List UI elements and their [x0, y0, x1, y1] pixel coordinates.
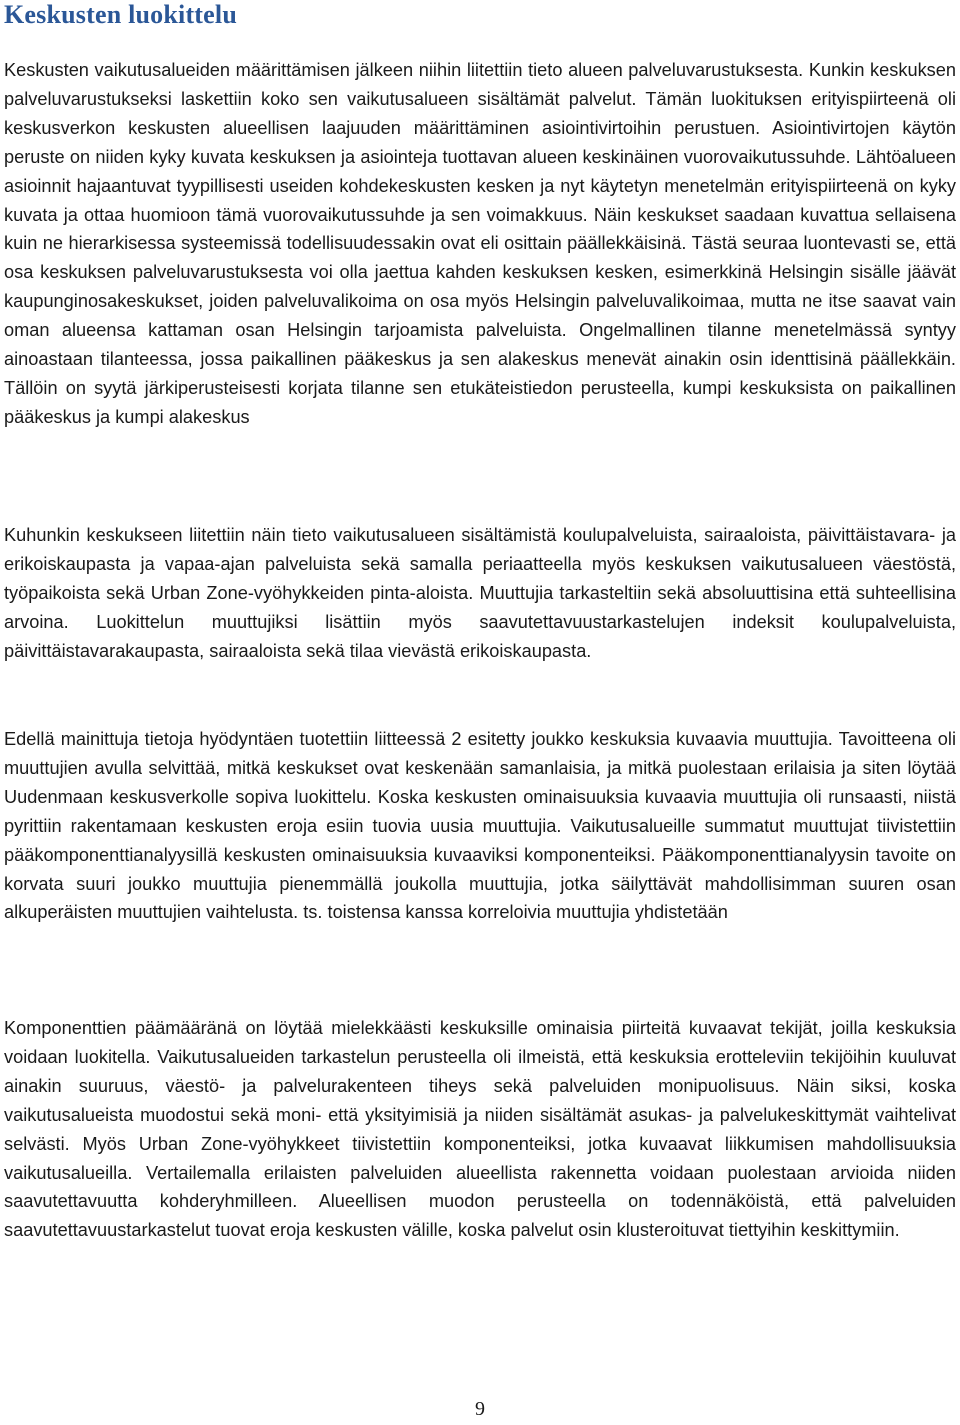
- section-heading: Keskusten luokittelu: [4, 0, 237, 29]
- paragraph-3: Edellä mainittuja tietoja hyödyntäen tuotettiin liitteessä 2 esitetty joukko keskuksia kuvaavia muuttujia. Tavoitteena oli muuttujien avulla selvittää, mitkä keskukset ovat keskenään samanlaisia, ja mitkä puolestaan erilaisia ja siten löytää Uudenmaan keskusverkolle sopiva luokittelu. Koska keskusten ominaisuuksia kuvaavia muuttujia oli runsaasti, niistä pyrittiin rakentamaan keskusten eroja esiin tuovia uusia muuttujia. Vaikutusalueille summatut muuttujat tiivistettiin pääkomponenttianalyysillä keskusten ominaisuuksia kuvaaviksi komponenteiksi. Pääkomponenttianalyysin tavoite on korvata suuri joukko muuttujia pienemmällä joukolla muuttujia, jotka säilyttävät mahdollisimman suuren osan alkuperäisten muuttujien vaihtelusta. ts. toistensa kanssa korreloivia muuttujia yhdistetään: [4, 729, 956, 923]
- paragraph-1: Keskusten vaikutusalueiden määrittämisen jälkeen niihin liitettiin tieto alueen palveluvarustuksesta. Kunkin keskuksen palveluvarustukseksi laskettiin koko sen vaikutusalueen sisältämät palvelut. Tämän luokituksen erityispiirteenä oli keskusverkon keskusten alueellisen laajuuden määrittäminen asiointivirtoihin perustuen. Asiointivirtojen käytön peruste on niiden kyky kuvata keskuksen ja asiointeja tuottavan alueen keskinäinen vuorovaikutussuhde. Lähtöalueen asioinnit hajaantuvat tyypillisesti useiden kohdekeskusten kesken ja nyt käytetyn menetelmän erityispiirteenä on kyky kuvata ja ottaa huomioon tämä vuorovaikutussuhde ja sen voimakkuus. Näin keskukset saadaan kuvattua sellaisena kuin ne hierarkisessa systeemissä todellisuudessakin ovat eli osittain päällekkäisinä. Tästä seuraa luontevasti se, että osa keskuksen palveluvarustuksesta voi olla jaettua kahden keskuksen kesken, esimerkkinä Helsingin sisälle jäävät kaupunginosakeskukset, joiden palveluvalikoima on osa myös Helsingin palveluvalikoimaa, mutta ne itse saavat vain oman alueensa kattaman osan Helsingin tarjoamista palveluista. Ongelmallinen tilanne menetelmässä syntyy ainoastaan tilanteessa, jossa paikallinen pääkeskus ja sen alakeskus menevät ainakin osin identtisinä päällekkäin. Tällöin on syytä järkiperusteisesti korjata tilanne sen etukäteistiedon perusteella, kumpi keskuksista on paikallinen pääkeskus ja kumpi alakeskus: [4, 60, 956, 427]
- document-page: [4, 0, 956, 1241]
- paragraph-4: Komponenttien päämääränä on löytää mielekkäästi keskuksille ominaisia piirteitä kuvaavat tekijät, joilla keskuksia voidaan luokitella. Vaikutusalueiden tarkastelun perusteella oli ilmeistä, että keskuksia erotteleviin tekijöihin kuuluvat ainakin suuruus, väestö- ja palvelurakenteen tiheys sekä palveluiden monipuolisuus. Näin siksi, koska vaikutusalueista muodostui sekä moni- että yksityimisiä ja niiden sisältämät asukas- ja palvelukeskittymät vaihtelivat selvästi. Myös Urban Zone-vyöhykkeet tiivistettiin komponenteiksi, jotka kuvaavat liikkumisen mahdollisuuksia vaikutusalueilla. Vertailemalla erilaisten palveluiden alueellista rakennetta voidaan puolestaan arvioida niiden saavutettavuutta kohderyhmilleen. Alueellisen muodon perusteella on todennäköistä, että palveluiden saavutettavuustarkastelut tuovat eroja keskusten välille, koska palvelut osin klusteroituvat tiettyihin keskittymiin.: [4, 1018, 956, 1241]
- paragraph-2: Kuhunkin keskukseen liitettiin näin tieto vaikutusalueen sisältämistä koulupalveluista, sairaaloista, päivittäistavara- ja erikoiskaupasta ja vapaa-ajan palveluista sekä samalla periaatteella myös keskuksen vaikutusalueen väestöstä, työpaikoista sekä Urban Zone-vyöhykkeiden pinta-aloista. Muuttujia tarkasteltiin sekä absoluuttisina että suhteellisina arvoina. Luokittelun muuttujiksi lisättiin myös saavutettavuustarkastelujen indeksit koulupalveluista, päivittäistavarakaupasta, sairaaloista sekä tilaa vievästä erikoiskaupasta.: [4, 525, 956, 661]
- page-number: 9: [475, 1398, 485, 1420]
